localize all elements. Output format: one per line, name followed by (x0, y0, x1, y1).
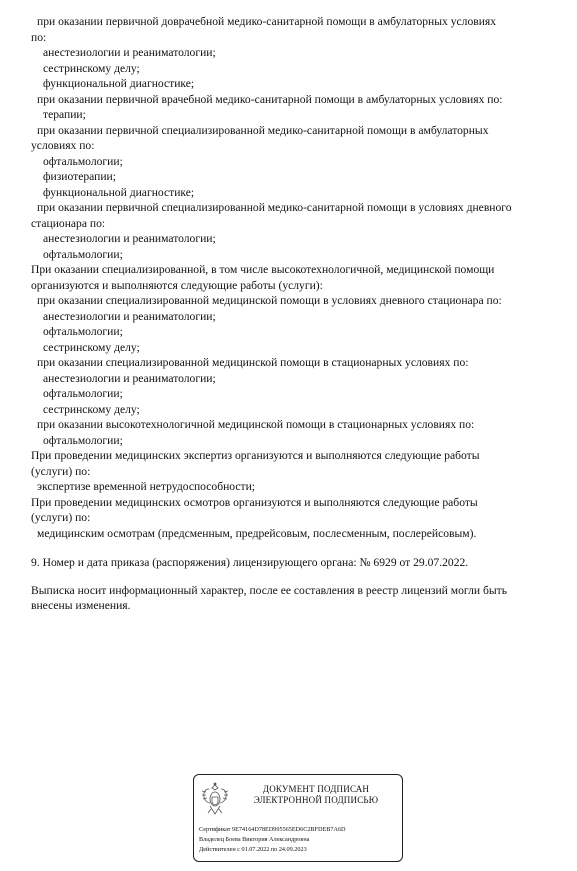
spacer (31, 541, 571, 555)
text-line: при оказании первичной доврачебной медико-санитарной помощи в амбулаторных условиях (37, 15, 497, 28)
text-line: офтальмологии; (43, 433, 123, 447)
text-line: по: (31, 30, 47, 44)
certificate-validity: Действителен с 01.07.2022 по 24.09.2023 (199, 846, 307, 853)
text-line: экспертизе временной нетрудоспособности; (37, 480, 256, 493)
text-line: медицинским осмотрам (предсменным, предрейсовым, послесменным, послерейсовым). (37, 526, 477, 540)
text-line: организуются и выполняются следующие работы (услуги): (31, 278, 323, 292)
text-line: терапии; (43, 108, 86, 121)
text-line: офтальмологии; (43, 387, 123, 400)
text-line: анестезиологии и реаниматологии; (43, 309, 216, 323)
certificate-owner: Владелец Боева Виктория Александровна (199, 836, 310, 843)
text-line: сестринскому делу; (43, 402, 140, 416)
text-line: физиотерапии; (43, 170, 116, 183)
text-line: анестезиологии и реаниматологии; (43, 371, 216, 385)
text-line: при оказании первичной специализированной медико-санитарной помощи в амбулаторных (37, 123, 489, 137)
certificate-number: Сертификат 9E74164D78ED995565ED6C2BFDEB7A6D (199, 826, 346, 833)
text-line: функциональной диагностике; (43, 185, 195, 199)
text-line: При проведении медицинских осмотров организуются и выполняются следующие работы (31, 495, 478, 509)
stamp-title-line: ЭЛЕКТРОННОЙ ПОДПИСЬЮ (253, 795, 379, 805)
stamp-title (234, 784, 398, 806)
text-line: сестринскому делу; (43, 61, 140, 75)
spacer (31, 571, 571, 583)
order-paragraph: 9. Номер и дата приказа (распоряжения) лицензирующего органа: № 6929 от 29.07.2022. (31, 556, 469, 569)
stamp-info (199, 825, 399, 855)
text-line: (услуги) по: (31, 511, 91, 524)
text-line: сестринскому делу; (43, 340, 140, 354)
text-line: анестезиологии и реаниматологии; (43, 232, 216, 245)
coat-of-arms-icon (200, 781, 230, 819)
text-line: стационара по: (31, 216, 106, 230)
text-line: условиях по: (31, 139, 95, 152)
text-line: при оказании высокотехнологичной медицинской помощи в стационарных условиях по: (37, 418, 475, 431)
text-line: При оказании специализированной, в том числе высокотехнологичной, медицинской помощи (31, 263, 495, 276)
notice-line: Выписка носит информационный характер, после ее составления в реестр лицензий могли быть (31, 583, 507, 597)
text-line: при оказании специализированной медицинской помощи в условиях дневного стационара по: (37, 294, 502, 307)
text-line: функциональной диагностике; (43, 77, 195, 90)
text-line: офтальмологии; (43, 247, 123, 261)
text-line: офтальмологии; (43, 154, 123, 168)
notice-line: внесены изменения. (31, 599, 131, 612)
electronic-signature-stamp (193, 774, 403, 862)
text-line: (услуги) по: (31, 464, 91, 478)
text-line: при оказании специализированной медицинской помощи в стационарных условиях по: (37, 356, 469, 369)
document-body (31, 14, 571, 614)
text-line: анестезиологии и реаниматологии; (43, 46, 216, 59)
text-line: при оказании первичной врачебной медико-санитарной помощи в амбулаторных условиях по: (37, 92, 503, 106)
text-line: офтальмологии; (43, 325, 123, 338)
text-line: При проведении медицинских экспертиз организуются и выполняются следующие работы (31, 449, 480, 462)
text-line: при оказании первичной специализированной медико-санитарной помощи в условиях дневного (37, 201, 512, 214)
stamp-title-line: ДОКУМЕНТ ПОДПИСАН (262, 784, 370, 794)
